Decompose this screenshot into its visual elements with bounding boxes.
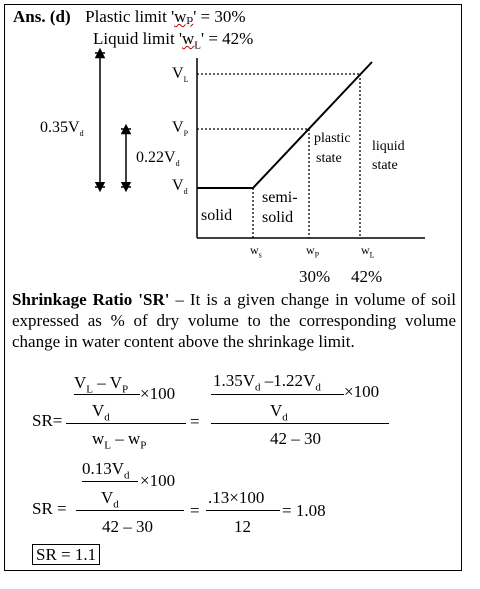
formula1-r-mid: $V_d$ [270,401,288,424]
formula1-num-bottom: $V_d$ [92,401,110,424]
region-liquid-1: liquid [372,139,405,154]
formula1-den: $w_L - w_P$ [92,429,147,452]
region-liquid-2: state [372,158,398,173]
formula2-num-bottom: $V_d$ [101,488,119,511]
shrinkage-ratio-definition [12,289,456,352]
formula2-eq: = [190,501,200,520]
formula2-r-num: .13×100 [208,488,265,507]
formula2-result: = 1.08 [282,501,326,520]
measure-label-022: $0.22V_d$ [136,149,180,169]
measure-label-035: $0.35V_d$ [40,119,84,139]
region-plastic-2: state [316,151,342,166]
formula2-num-top: $0.13V_d$ [82,459,130,482]
y-label-vd: $V_d$ [172,177,188,197]
definition-lead: Shrinkage Ratio 'SR' [12,290,170,309]
formula1-eq: = [190,412,200,431]
x-label-wp: $w_P$ [306,243,320,260]
formula1-r-num: $1.35V_d$ $-1.22V_d$ [213,371,321,394]
formula1-r-times: ×100 [344,382,380,401]
definition-text: – It is a given change in volume of soil expressed as % of dry volume to the corresponding volume change in water content above the shrinkage limit. [12,290,456,351]
final-answer-box: SR = 1.1 [32,544,100,565]
formula2-lhs: SR = [32,499,67,518]
answer-label: Ans. (d) [13,7,71,26]
volume-curve [197,62,372,188]
formula1-times100: ×100 [140,384,176,403]
region-semi-1: semi- [262,189,298,206]
pct-wp: 30% [299,267,331,286]
pct-wl: 42% [351,267,383,286]
plastic-limit-text: Plastic limit 'wₚ' = 30% [85,7,246,26]
y-label-vp: $V_P$ [172,119,189,139]
x-label-wl: $w_L$ [361,243,375,260]
region-semi-2: solid [262,209,294,226]
region-plastic-1: plastic [314,131,351,146]
x-label-ws: $w_s$ [250,243,262,260]
liquid-limit-text: Liquid limit '$w_L' = 42\%$ [93,29,254,52]
formula1-r-den: 42 – 30 [270,429,321,448]
formula2-r-den: 12 [234,517,251,536]
formula2-times100: ×100 [140,471,176,490]
formula1-lhs: SR= [32,411,63,430]
formula2-den: 42 – 30 [102,517,153,536]
y-label-vl: $V_L$ [172,65,189,85]
region-solid: solid [201,207,233,224]
formula1-num-top: $V_L - V_P$ [74,373,129,396]
